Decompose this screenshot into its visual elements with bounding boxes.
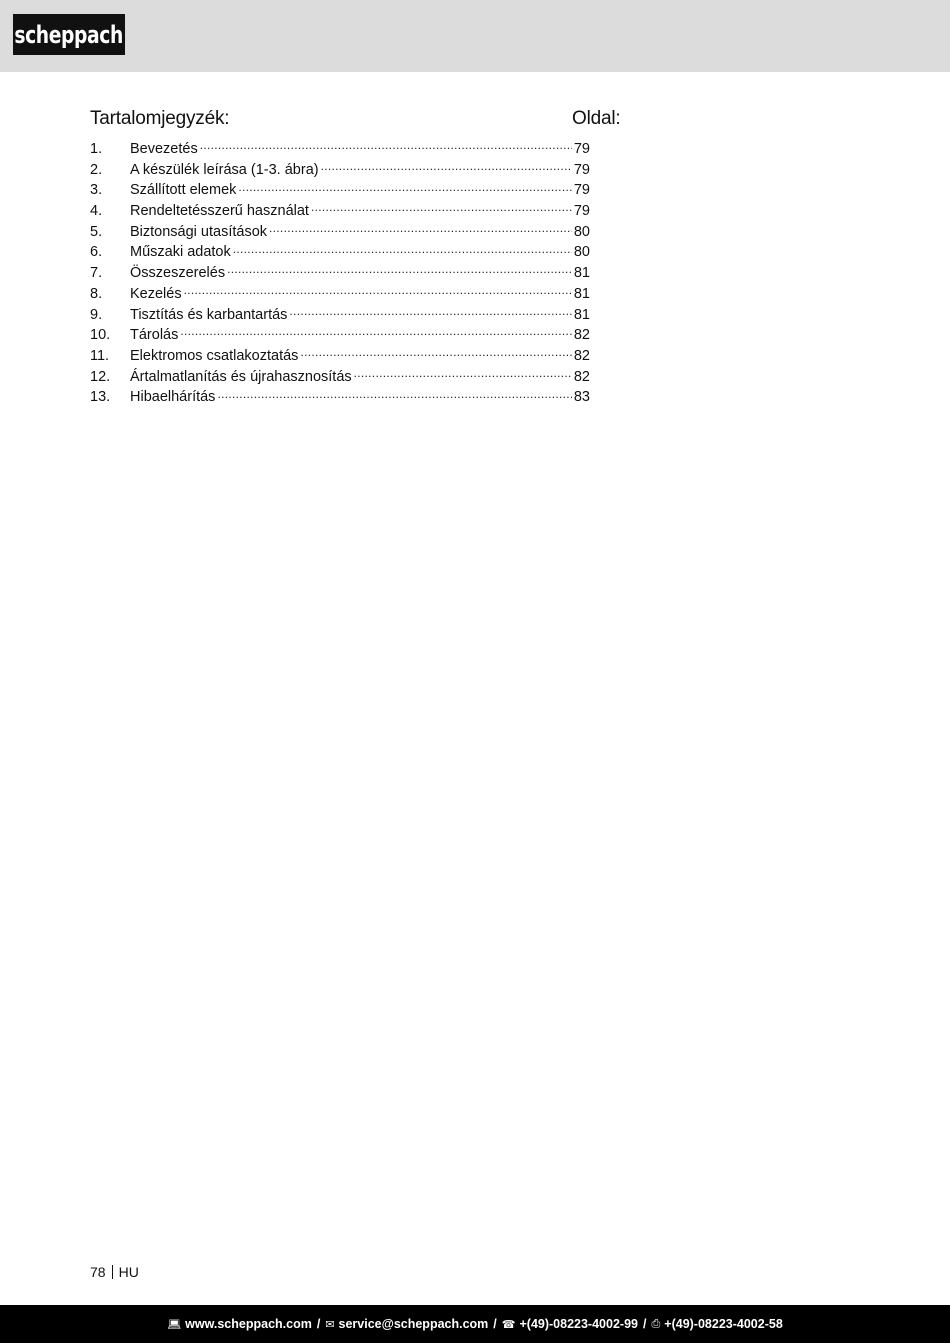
toc-entry-title: Szállított elemek — [130, 182, 237, 199]
toc-entry-number: 1. — [90, 141, 103, 157]
phone-number[interactable]: +(49)-08223-4002-99 — [519, 1317, 638, 1331]
toc-dot-leader — [289, 305, 571, 319]
toc-entry[interactable] — [90, 387, 590, 408]
envelope-icon: ✉ — [325, 1317, 335, 1331]
toc-dot-leader — [180, 325, 572, 339]
phone-icon: ☎ — [501, 1317, 516, 1331]
toc-dot-leader — [217, 387, 571, 401]
laptop-icon: 💻︎ — [167, 1317, 182, 1331]
page-number-divider — [112, 1265, 113, 1279]
separator: / — [316, 1317, 321, 1331]
toc-entry-number: 12. — [90, 368, 111, 385]
toc-entry-number: 9. — [90, 306, 103, 323]
toc-entry-number: 10. — [90, 327, 111, 344]
email-link[interactable]: service@scheppach.com — [338, 1317, 489, 1331]
toc-entry[interactable] — [90, 139, 590, 160]
toc-dot-leader — [200, 139, 572, 153]
toc-entry[interactable] — [90, 346, 590, 367]
toc-entry-title: Ártalmatlanítás és újrahasznosítás — [130, 368, 352, 385]
toc-title: Tartalomjegyzék: — [90, 108, 230, 129]
toc-entry-number: 5. — [90, 223, 103, 240]
toc-entry-number: 11. — [90, 347, 110, 364]
toc-entry-page: 83 — [573, 389, 590, 406]
toc-dot-leader — [300, 346, 571, 360]
toc-entry[interactable] — [90, 180, 590, 201]
toc-list — [90, 139, 630, 408]
toc-entry-title: Hibaelhárítás — [130, 389, 216, 406]
toc-dot-leader — [227, 263, 572, 277]
toc-dot-leader — [311, 201, 572, 215]
toc-entry-title: A készülék leírása (1-3. ábra) — [130, 161, 319, 178]
page-number: 78 — [90, 1264, 106, 1280]
toc-entry-title: Biztonsági utasítások — [130, 223, 268, 240]
toc-entry-title: Rendeltetésszerű használat — [130, 203, 309, 220]
toc-entry-title: Bevezetés — [130, 141, 198, 157]
toc-entry-title: Kezelés — [130, 285, 182, 302]
fax-number: +(49)-08223-4002-58 — [664, 1317, 783, 1331]
fax-icon: ⎙ — [651, 1317, 661, 1330]
toc-entry-number: 2. — [90, 161, 103, 178]
contact-bar — [0, 1305, 950, 1343]
toc-entry-number: 6. — [90, 244, 103, 261]
toc-entry[interactable] — [90, 325, 590, 346]
header-band — [0, 0, 950, 72]
toc-dot-leader — [184, 284, 572, 298]
toc-entry-page: 80 — [573, 223, 590, 240]
toc-dot-leader — [233, 242, 572, 256]
toc-entry-page: 82 — [573, 347, 590, 364]
toc-entry-number: 3. — [90, 182, 103, 199]
toc-entry[interactable] — [90, 242, 590, 263]
toc-header — [90, 108, 630, 134]
page-number-footer — [90, 1264, 139, 1280]
separator: / — [642, 1317, 647, 1331]
toc-entry-title: Elektromos csatlakoztatás — [130, 347, 299, 364]
toc-entry[interactable] — [90, 367, 590, 388]
toc-entry-page: 81 — [573, 306, 590, 323]
toc-entry[interactable] — [90, 305, 590, 326]
toc-entry-number: 8. — [90, 285, 103, 302]
toc-entry-number: 13. — [90, 389, 111, 406]
logo-text: scheppach — [14, 20, 124, 49]
toc-dot-leader — [238, 180, 571, 194]
toc-entry-title: Műszaki adatok — [130, 244, 231, 261]
language-code: HU — [118, 1264, 139, 1280]
toc-entry-page: 79 — [573, 182, 590, 199]
toc-entry-number: 4. — [90, 203, 103, 220]
table-of-contents — [90, 108, 630, 408]
toc-dot-leader — [269, 222, 572, 236]
toc-entry[interactable] — [90, 160, 590, 181]
toc-entry[interactable] — [90, 201, 590, 222]
toc-entry-page: 81 — [573, 285, 590, 302]
toc-entry-page: 82 — [573, 368, 590, 385]
toc-entry-page: 79 — [573, 203, 590, 220]
toc-entry[interactable] — [90, 222, 590, 243]
toc-entry-title: Tárolás — [130, 327, 179, 344]
scheppach-logo — [13, 14, 125, 55]
toc-entry[interactable] — [90, 263, 590, 284]
toc-entry-page: 82 — [573, 327, 590, 344]
toc-entry[interactable] — [90, 284, 590, 305]
toc-entry-page: 80 — [573, 244, 590, 261]
toc-entry-page: 79 — [573, 161, 590, 178]
toc-page-label: Oldal: — [572, 108, 621, 129]
separator: / — [493, 1317, 497, 1331]
toc-dot-leader — [321, 160, 572, 174]
toc-entry-number: 7. — [90, 265, 103, 282]
toc-entry-title: Tisztítás és karbantartás — [130, 306, 288, 323]
toc-dot-leader — [354, 367, 572, 381]
toc-entry-title: Összeszerelés — [130, 265, 226, 282]
website-link[interactable]: www.scheppach.com — [185, 1317, 312, 1331]
toc-entry-page: 81 — [573, 265, 590, 282]
toc-entry-page: 79 — [573, 141, 590, 157]
